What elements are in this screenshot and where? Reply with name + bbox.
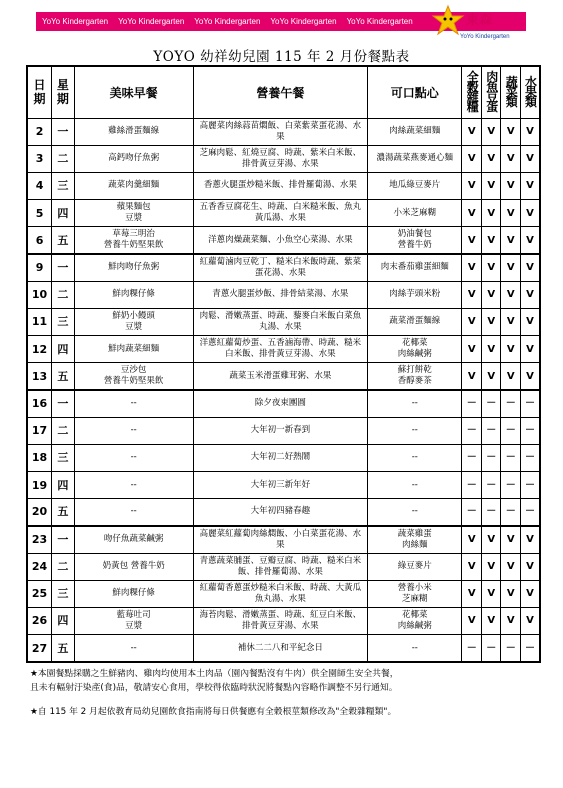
day-cell: 23 — [27, 526, 52, 553]
table-row — [27, 172, 540, 199]
nutrition-check-cell: V — [501, 553, 520, 580]
snack-cell: 蔬菜滑蛋麵線 — [368, 308, 462, 335]
breakfast-cell: 藍莓吐司 豆漿 — [74, 607, 193, 634]
nutrition-check-cell: V — [481, 281, 500, 308]
note-line: 且未有輻射汙染產(食)品，敬請安心食用，學校得依臨時狀況將餐點內容略作調整不另行通知。 — [30, 683, 398, 693]
breakfast-cell: 鮮肉粿仔條 — [74, 281, 193, 308]
nutrition-check-cell: V — [520, 118, 540, 145]
snack-cell: -- — [368, 471, 462, 498]
day-cell: 11 — [27, 308, 52, 335]
weekday-cell: 五 — [52, 499, 75, 526]
weekday-cell: 二 — [52, 145, 75, 172]
nutrition-check-cell: V — [481, 200, 500, 227]
weekday-cell: 二 — [52, 281, 75, 308]
nutrition-check-cell: V — [520, 281, 540, 308]
table-row — [27, 200, 540, 227]
nutrition-check-cell: V — [501, 580, 520, 607]
nutrition-check-cell: V — [462, 145, 481, 172]
lunch-cell: 香蔥火腿蛋炒糙米飯、排骨羅蔔湯、水果 — [193, 172, 367, 199]
lunch-cell: 五香香豆腐花生、時蔬、白米糙米飯、魚丸黃瓜湯、水果 — [193, 200, 367, 227]
weekday-cell: 五 — [52, 363, 75, 390]
day-cell: 25 — [27, 580, 52, 607]
lunch-cell: 高麗菜肉絲蒜苗燜飯、白菜紫菜蛋花湯、水果 — [193, 118, 367, 145]
nutrition-check-cell: V — [462, 200, 481, 227]
table-row — [27, 390, 540, 417]
header-lunch: 營養午餐 — [193, 66, 367, 118]
table-row — [27, 635, 540, 662]
lunch-cell: 補休二二八和平紀念日 — [193, 635, 367, 662]
snack-cell: 奶油餐包 營養牛奶 — [368, 227, 462, 254]
snack-cell: 小米芝麻糊 — [368, 200, 462, 227]
snack-cell: -- — [368, 499, 462, 526]
table-row — [27, 227, 540, 254]
logo-sub: YoYo Kindergarten — [460, 34, 510, 40]
nutrition-check-cell: － — [520, 417, 540, 444]
snack-cell: 綠豆麥片 — [368, 553, 462, 580]
nutrition-check-cell: V — [501, 336, 520, 363]
breakfast-cell: 鮮奶小饅頭 豆漿 — [74, 308, 193, 335]
day-cell: 19 — [27, 471, 52, 498]
breakfast-cell: 鮮肉吻仔魚粥 — [74, 254, 193, 281]
nutrition-check-cell: V — [462, 553, 481, 580]
nutrition-check-cell: － — [501, 417, 520, 444]
nutrition-check-cell: V — [520, 580, 540, 607]
lunch-cell: 洋蔥紅蘿蔔炒蛋、五香滷海帶、時蔬、糙米白米飯、排骨黃豆芽湯、水果 — [193, 336, 367, 363]
nutrition-check-cell: V — [462, 363, 481, 390]
day-cell: 12 — [27, 336, 52, 363]
day-cell: 26 — [27, 607, 52, 634]
breakfast-cell: 吻仔魚蔬菜鹹粥 — [74, 526, 193, 553]
header-day: 日期 — [27, 66, 52, 118]
note-line: ★本園餐點採購之生鮮豬肉、雞肉均使用本土肉品（園內餐點沒有牛肉）供全園師生安全共餐， — [30, 669, 399, 679]
nutrition-check-cell: V — [481, 363, 500, 390]
nutrition-check-cell: V — [462, 580, 481, 607]
nutrition-check-cell: － — [481, 417, 500, 444]
nutrition-check-cell: V — [481, 607, 500, 634]
weekday-cell: 五 — [52, 635, 75, 662]
nutrition-check-cell: V — [501, 281, 520, 308]
breakfast-cell: -- — [74, 390, 193, 417]
breakfast-cell: 雞絲滑蛋麵線 — [74, 118, 193, 145]
table-row — [27, 281, 540, 308]
table-row — [27, 471, 540, 498]
nutrition-check-cell: V — [520, 336, 540, 363]
snack-cell: 濃湯蔬菜燕麥通心麵 — [368, 145, 462, 172]
day-cell: 3 — [27, 145, 52, 172]
note-line: ★自 115 年 2 月起依教育局幼兒園飲食指南將每日供餐應有全穀根莖類修改為"全穀雜糧類"。 — [30, 707, 397, 717]
nutrition-check-cell: V — [520, 363, 540, 390]
header-protein: 肉魚豆蛋 — [481, 66, 500, 118]
nutrition-check-cell: － — [462, 417, 481, 444]
lunch-cell: 肉鬆、滑嫩蒸蛋、時蔬、藜麥白米飯白菜魚丸湯、水果 — [193, 308, 367, 335]
header-breakfast: 美味早餐 — [74, 66, 193, 118]
nutrition-check-cell: V — [481, 145, 500, 172]
lunch-cell: 高麗菜紅蘿蔔肉絲燜飯、小白菜蛋花湯、水果 — [193, 526, 367, 553]
snack-cell: 蘇打餅乾 香醇麥茶 — [368, 363, 462, 390]
nutrition-check-cell: － — [501, 390, 520, 417]
menu-body — [27, 118, 540, 662]
nutrition-check-cell: V — [501, 118, 520, 145]
nutrition-check-cell: V — [520, 526, 540, 553]
nutrition-check-cell: V — [520, 200, 540, 227]
nutrition-check-cell: － — [501, 444, 520, 471]
lunch-cell: 紅蘿蔔香蔥蛋炒糙米白米飯、時蔬、大黃瓜魚丸湯、水果 — [193, 580, 367, 607]
nutrition-check-cell: － — [462, 499, 481, 526]
weekday-cell: 一 — [52, 254, 75, 281]
nutrition-check-cell: V — [462, 254, 481, 281]
breakfast-cell: 蘋果麵包 豆漿 — [74, 200, 193, 227]
table-row — [27, 444, 540, 471]
table-row — [27, 499, 540, 526]
weekday-cell: 五 — [52, 227, 75, 254]
table-row — [27, 145, 540, 172]
day-cell: 2 — [27, 118, 52, 145]
snack-cell: 營養小米 芝麻糊 — [368, 580, 462, 607]
nutrition-check-cell: V — [501, 308, 520, 335]
lunch-cell: 除夕夜束團圓 — [193, 390, 367, 417]
nutrition-check-cell: V — [481, 254, 500, 281]
breakfast-cell: -- — [74, 635, 193, 662]
nutrition-check-cell: V — [462, 308, 481, 335]
day-cell: 18 — [27, 444, 52, 471]
table-row — [27, 308, 540, 335]
day-cell: 6 — [27, 227, 52, 254]
nutrition-check-cell: － — [481, 471, 500, 498]
banner-text: YoYo Kindergarten — [118, 17, 185, 26]
snack-cell: 地瓜綠豆麥片 — [368, 172, 462, 199]
nutrition-check-cell: V — [462, 281, 481, 308]
nutrition-check-cell: V — [501, 607, 520, 634]
table-row — [27, 526, 540, 553]
nutrition-check-cell: － — [462, 635, 481, 662]
breakfast-cell: -- — [74, 444, 193, 471]
banner-text: YoYo Kindergarten — [346, 17, 413, 26]
breakfast-cell: 鮮肉粿仔條 — [74, 580, 193, 607]
nutrition-check-cell: V — [501, 526, 520, 553]
lunch-cell: 青蔥蔬菜脯蛋、豆瓣豆腐、時蔬、糙米白米飯、排骨羅蔔湯、水果 — [193, 553, 367, 580]
nutrition-check-cell: V — [520, 553, 540, 580]
day-cell: 20 — [27, 499, 52, 526]
page-title: YOYO 幼祥幼兒園 115 年 2 月份餐點表 — [153, 49, 410, 65]
lunch-cell: 大年初一新春到 — [193, 417, 367, 444]
header-weekday: 星期 — [52, 66, 75, 118]
snack-cell: 肉絲芋頭米粉 — [368, 281, 462, 308]
nutrition-check-cell: － — [520, 499, 540, 526]
nutrition-check-cell: － — [501, 635, 520, 662]
breakfast-cell: 豆沙包 營養牛奶堅果飲 — [74, 363, 193, 390]
table-row — [27, 580, 540, 607]
day-cell: 9 — [27, 254, 52, 281]
nutrition-check-cell: V — [520, 172, 540, 199]
lunch-cell: 大年初二好熱鬧 — [193, 444, 367, 471]
breakfast-cell: 鮮肉蔬菜細麵 — [74, 336, 193, 363]
banner-text: YoYo Kindergarten — [42, 17, 109, 26]
nutrition-check-cell: V — [462, 607, 481, 634]
lunch-cell: 紅蘿蔔滷肉豆乾丁、糙米白米飯時蔬、紫菜蛋花湯、水果 — [193, 254, 367, 281]
nutrition-check-cell: V — [481, 526, 500, 553]
lunch-cell: 大年初三新年好 — [193, 471, 367, 498]
breakfast-cell: 奶黃包 營養牛奶 — [74, 553, 193, 580]
day-cell: 10 — [27, 281, 52, 308]
nutrition-check-cell: － — [462, 471, 481, 498]
nutrition-check-cell: V — [520, 145, 540, 172]
nutrition-check-cell: V — [481, 227, 500, 254]
breakfast-cell: 草莓三明治 營養牛奶堅果飲 — [74, 227, 193, 254]
weekday-cell: 三 — [52, 308, 75, 335]
snack-cell: -- — [368, 635, 462, 662]
weekday-cell: 一 — [52, 526, 75, 553]
nutrition-check-cell: V — [481, 553, 500, 580]
nutrition-check-cell: V — [462, 526, 481, 553]
nutrition-check-cell: V — [481, 308, 500, 335]
day-cell: 17 — [27, 417, 52, 444]
banner-text: YoYo Kindergarten — [270, 17, 337, 26]
snack-cell: 花椰菜 肉絲鹹粥 — [368, 336, 462, 363]
snack-cell: -- — [368, 417, 462, 444]
day-cell: 5 — [27, 200, 52, 227]
lunch-cell: 蔬菜玉米滑蛋雞茸粥、水果 — [193, 363, 367, 390]
snack-cell: -- — [368, 390, 462, 417]
weekday-cell: 一 — [52, 390, 75, 417]
nutrition-check-cell: V — [462, 172, 481, 199]
day-cell: 27 — [27, 635, 52, 662]
lunch-cell: 青蔥火腿蛋炒飯、排骨結菜湯、水果 — [193, 281, 367, 308]
nutrition-check-cell: － — [481, 635, 500, 662]
nutrition-check-cell: V — [501, 172, 520, 199]
nutrition-check-cell: V — [481, 118, 500, 145]
header-grains: 全穀雜糧 — [462, 66, 481, 118]
nutrition-check-cell: － — [520, 471, 540, 498]
table-row — [27, 118, 540, 145]
weekday-cell: 二 — [52, 417, 75, 444]
snack-cell: -- — [368, 444, 462, 471]
day-cell: 24 — [27, 553, 52, 580]
nutrition-check-cell: － — [462, 444, 481, 471]
weekday-cell: 四 — [52, 471, 75, 498]
breakfast-cell: 蔬菜肉羹細麵 — [74, 172, 193, 199]
weekday-cell: 三 — [52, 580, 75, 607]
nutrition-check-cell: V — [501, 200, 520, 227]
header-vegetables: 蔬菜類 — [501, 66, 520, 118]
lunch-cell: 洋蔥肉燥蔬菜麵、小魚空心菜湯、水果 — [193, 227, 367, 254]
table-row — [27, 254, 540, 281]
nutrition-check-cell: V — [520, 607, 540, 634]
lunch-cell: 海苔肉鬆、滑嫩蒸蛋、時蔬、紅豆白米飯、排骨黃豆芽湯、水果 — [193, 607, 367, 634]
table-row — [27, 336, 540, 363]
nutrition-check-cell: V — [501, 145, 520, 172]
day-cell: 16 — [27, 390, 52, 417]
nutrition-check-cell: － — [481, 499, 500, 526]
snack-cell: 蔬菜雞蛋 肉絲麵 — [368, 526, 462, 553]
breakfast-cell: 高鈣吻仔魚粥 — [74, 145, 193, 172]
nutrition-check-cell: － — [481, 390, 500, 417]
header-fruit: 水果類 — [520, 66, 540, 118]
table-row — [27, 417, 540, 444]
nutrition-check-cell: V — [520, 308, 540, 335]
nutrition-check-cell: － — [520, 444, 540, 471]
weekday-cell: 一 — [52, 118, 75, 145]
header-row — [27, 66, 540, 118]
weekday-cell: 二 — [52, 553, 75, 580]
nutrition-check-cell: V — [501, 227, 520, 254]
header-snack: 可口點心 — [368, 66, 462, 118]
nutrition-check-cell: V — [481, 336, 500, 363]
lunch-cell: 芝麻肉鬆、紅燒豆腐、時蔬、紫米白米飯、排骨黃豆芽湯、水果 — [193, 145, 367, 172]
table-row — [27, 553, 540, 580]
notes — [30, 667, 542, 719]
breakfast-cell: -- — [74, 417, 193, 444]
day-cell: 13 — [27, 363, 52, 390]
nutrition-check-cell: － — [462, 390, 481, 417]
nutrition-check-cell: V — [481, 580, 500, 607]
weekday-cell: 三 — [52, 172, 75, 199]
nutrition-check-cell: － — [481, 444, 500, 471]
weekday-cell: 四 — [52, 336, 75, 363]
nutrition-check-cell: V — [462, 118, 481, 145]
nutrition-check-cell: V — [481, 172, 500, 199]
snack-cell: 花椰菜 肉絲鹹粥 — [368, 607, 462, 634]
nutrition-check-cell: － — [520, 635, 540, 662]
nutrition-check-cell: V — [520, 227, 540, 254]
nutrition-check-cell: V — [501, 363, 520, 390]
nutrition-check-cell: V — [462, 336, 481, 363]
nutrition-check-cell: － — [501, 471, 520, 498]
snack-cell: 肉絲蔬菜細麵 — [368, 118, 462, 145]
table-row — [27, 607, 540, 634]
day-cell: 4 — [27, 172, 52, 199]
breakfast-cell: -- — [74, 471, 193, 498]
weekday-cell: 四 — [52, 607, 75, 634]
menu-table — [26, 65, 541, 663]
nutrition-check-cell: V — [520, 254, 540, 281]
weekday-cell: 四 — [52, 200, 75, 227]
breakfast-cell: -- — [74, 499, 193, 526]
weekday-cell: 三 — [52, 444, 75, 471]
nutrition-check-cell: － — [501, 499, 520, 526]
nutrition-check-cell: V — [462, 227, 481, 254]
kindergarten-logo — [430, 4, 530, 44]
snack-cell: 肉末番茄雞蛋細麵 — [368, 254, 462, 281]
logo-brand: 東森 — [466, 13, 493, 28]
nutrition-check-cell: － — [520, 390, 540, 417]
lunch-cell: 大年初四豬春趣 — [193, 499, 367, 526]
banner-text: YoYo Kindergarten — [194, 17, 261, 26]
nutrition-check-cell: V — [501, 254, 520, 281]
table-row — [27, 363, 540, 390]
